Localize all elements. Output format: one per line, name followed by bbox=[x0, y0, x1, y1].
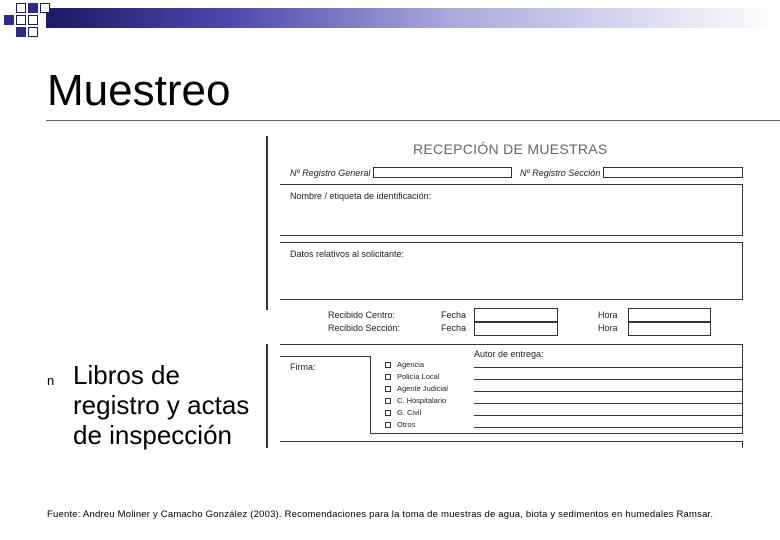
checkbox-icon bbox=[385, 422, 391, 428]
square-icon bbox=[28, 15, 38, 25]
slide-title: Muestreo bbox=[47, 66, 231, 115]
checkbox-icon bbox=[385, 386, 391, 392]
square-icon bbox=[28, 27, 38, 37]
entry-line bbox=[474, 427, 742, 428]
entry-line bbox=[474, 403, 742, 404]
square-icon bbox=[16, 15, 26, 25]
registro-seccion-field bbox=[603, 167, 743, 178]
entry-line bbox=[474, 367, 742, 368]
header-decoration bbox=[0, 0, 780, 50]
fecha-field bbox=[474, 308, 558, 322]
square-icon bbox=[4, 15, 14, 25]
title-divider bbox=[46, 120, 780, 121]
option-label: G. Civil bbox=[397, 408, 422, 417]
square-icon bbox=[16, 27, 26, 37]
option-label: Agencia bbox=[397, 360, 425, 369]
hora-field bbox=[628, 322, 711, 336]
form-border bbox=[266, 136, 268, 310]
checkbox-icon bbox=[385, 410, 391, 416]
checkbox-icon bbox=[385, 398, 391, 404]
form-border bbox=[266, 344, 268, 448]
nombre-label: Nombre / etiqueta de identificación: bbox=[290, 191, 432, 201]
recibido-centro-label: Recibido Centro: bbox=[328, 310, 396, 320]
hora-label: Hora bbox=[598, 323, 618, 333]
checkbox-icon bbox=[385, 362, 391, 368]
datos-label: Datos relativos al solicitante: bbox=[290, 249, 405, 259]
firma-label: Firma: bbox=[290, 362, 316, 372]
reception-form-image bbox=[266, 136, 746, 448]
gradient-bar bbox=[46, 8, 780, 28]
square-icon bbox=[16, 3, 26, 13]
bullet-icon: n bbox=[47, 373, 55, 388]
registro-general-field bbox=[373, 167, 512, 178]
source-citation: Fuente: Andreu Moliner y Camacho González (2003). Recomendaciones para la toma de muestras de agua, biota y sedimentos en humedales Ramsar. bbox=[47, 509, 714, 520]
registro-general-label: Nº Registro General bbox=[290, 168, 371, 178]
fecha-field bbox=[474, 322, 558, 336]
option-label: Policía Local bbox=[397, 372, 440, 381]
entry-line bbox=[474, 415, 742, 416]
entry-line bbox=[474, 391, 742, 392]
form-title: RECEPCIÓN DE MUESTRAS bbox=[413, 141, 608, 157]
autor-label: Autor de entrega: bbox=[474, 349, 544, 359]
hora-field bbox=[628, 308, 711, 322]
registro-seccion-label: Nº Registro Sección bbox=[520, 168, 601, 178]
square-icon bbox=[40, 3, 50, 13]
bullet-text: Libros de registro y actas de inspección bbox=[73, 360, 250, 450]
recibido-seccion-label: Recibido Sección: bbox=[328, 323, 401, 333]
fecha-label: Fecha bbox=[441, 323, 467, 333]
option-label: C. Hospitalario bbox=[397, 396, 447, 405]
square-icon bbox=[28, 3, 38, 13]
fecha-label: Fecha bbox=[441, 310, 467, 320]
entry-line bbox=[474, 379, 742, 380]
option-label: Agente Judicial bbox=[397, 384, 448, 393]
checkbox-icon bbox=[385, 374, 391, 380]
next-section bbox=[280, 441, 743, 448]
option-label: Otros bbox=[397, 420, 416, 429]
hora-label: Hora bbox=[598, 310, 618, 320]
